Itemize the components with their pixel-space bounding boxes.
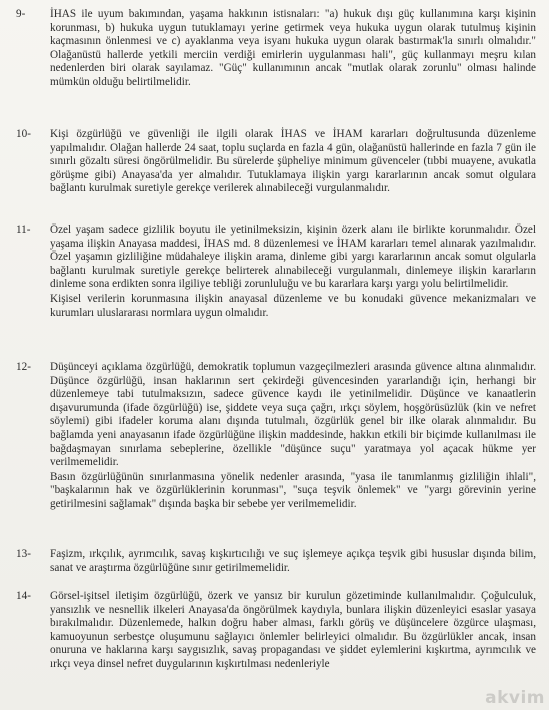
list-item-13 (16, 548, 536, 575)
list-item-12 (16, 361, 536, 512)
item-number: 10- (16, 128, 31, 140)
item-number: 9- (16, 8, 26, 20)
item-text (50, 548, 536, 575)
item-number: 11- (16, 224, 31, 236)
list-item-10 (16, 128, 536, 196)
paragraph: Düşünceyi açıklama özgürlüğü, demokratik toplumun vazgeçilmezleri arasında güvence altına alınmalıdır. Düşünce özgürlüğü, insan haklarının sert çekirdeği güvencesinden yararlandığı için, herhangi bir düzenlemeye tabi tutulmaksızın, sadece güvence kaydı ile yetinilmelidir. Düşünce ve kanaatlerin dışavurumunda (ifade özgürlüğü) ise, şiddete veya suça çağrı, ırkçı söylem, hoşgörüsüzlük (kin ve nefret söylemi) gibi ifadeler koruma alanı dışında tutulmalı, özgürlük genel bir ilke olarak alınmalıdır. Bu bağlamda yeni anayasanın ifade özgürlüğüne ilişkin maddesinde, hakkın etkili bir biçimde kullanılması ile bağdaşmayan sınırlama sebeplerine, özellikle "düşünce suçu" yaratmaya yol açacak hükme yer verilmemelidir. (50, 361, 536, 469)
paragraph: Görsel-işitsel iletişim özgürlüğü, özerk ve yansız bir kurulun gözetiminde kullanılmalıdır. Çoğulculuk, yansızlık ve nesnellik ilkeleri Anayasa'da öngörülmek kaydıyla, bunlara ilişkin düzenleyici esaslar yasaya bırakılmalıdır. Düzenlemede, halkın doğru haber alması, farklı görüş ve düşüncelere özgürce ulaşması, kamuoyunun serbestçe oluşumunu sağlayıcı önlemler belirleyici olmalıdır. Bu özgürlükler ancak, insan onuruna ve haklarına karşı saygısızlık, savaş propagandası ve şiddet eylemlerini kışkırtma, ayrımcılık ve ırkçı veya dinsel nefret duygularının kışkırtılması nedenleriyle (50, 590, 536, 670)
paragraph: Kişi özgürlüğü ve güvenliği ile ilgili olarak İHAS ve İHAM kararları doğrultusunda düzenleme yapılmalıdır. Olağan hallerde 24 saat, toplu suçlarda en fazla 4 gün, olağanüstü hallerinde en fazla 7 gün ile sınırlı gözaltı süresi öngörülmelidir. Bu sürelerde şüpheliye minimum güvenceler (tıbbi muayene, avukatla görüşme gibi) Anayasa'da yer almalıdır. Tutuklamaya ilişkin yargı kararlarının ancak somut olgulara bağlantı kurulmak suretiyle gerekçe verilerek alınabileceği vurgulanmalıdır. (50, 128, 536, 195)
paragraph: Özel yaşam sadece gizlilik boyutu ile yetinilmeksizin, kişinin özerk alanı ile birlikte korunmalıdır. Özel yaşama ilişkin Anayasa maddesi, İHAS md. 8 düzenlemesi ve İHAM kararları temel alınarak yazılmalıdır. Özel yaşamın gizliliğine müdahaleye ilişkin arama, dinleme gibi yargı kararlarının ancak somut olgularla bağlantı kurulmak suretiyle gerekçe belirterek alınabileceği vurgulanmalı, dinlemeye ilişkin kararların dinleme sona erdikten sonra ilgiliye tebliği zorunluluğu ve bu kararlara karşı yargı yolu belirtilmelidir. (50, 224, 536, 291)
list-item-14 (16, 590, 536, 672)
item-text (50, 128, 536, 196)
item-number: 13- (16, 548, 31, 560)
watermark-logo: akvim (485, 688, 545, 708)
item-number: 12- (16, 361, 31, 373)
paragraph: Kişisel verilerin korunmasına ilişkin anayasal düzenleme ve bu konudaki güvence mekanizmaları ve kurumları uluslararası normlara uygun olmalıdır. (50, 292, 536, 319)
paragraph: Faşizm, ırkçılık, ayrımcılık, savaş kışkırtıcılığı ve suç işlemeye açıkça teşvik gibi hususlar dışında bilim, sanat ve araştırma özgürlüğüne sınır getirilmemelidir. (50, 548, 536, 574)
list-item-9 (16, 8, 536, 90)
item-text (50, 8, 536, 90)
list-item-11 (16, 224, 536, 320)
item-number: 14- (16, 590, 31, 602)
paragraph: İHAS ile uyum bakımından, yaşama hakkının istisnaları: "a) hukuk dışı güç kullanımına karşı kişinin korunması, b) hukuka uygun tutuklamayı yerine getirmek veya hukuka uygun olarak tutulmuş kişinin kaçmasının önlenmesi ve c) ayaklanma veya isyanı hukuka uygun olarak bastırmak'la sınırlı olmalıdır." Olağanüstü hallerde yetkili merciin verdiği emirlerin uygulanması hali", güç kullanmayı meşru kılan nedenlerden biri olarak sayılamaz. "Güç" kullanımının ancak "mutlak olarak zorunlu" olması halinde mümkün olduğu belirtilmelidir. (50, 8, 536, 88)
item-text (50, 361, 536, 512)
paragraph: Basın özgürlüğünün sınırlanmasına yönelik nedenler arasında, "yasa ile tanımlanmış gizliliğin ihlali", "başkalarının hak ve özgürlüklerinin korunması", "suça teşvik önlemek" ve "yargı görevinin yerine getirilmesini sağlamak" dışında başka bir sebebe yer verilmemelidir. (50, 470, 536, 510)
item-text (50, 224, 536, 320)
item-text (50, 590, 536, 672)
